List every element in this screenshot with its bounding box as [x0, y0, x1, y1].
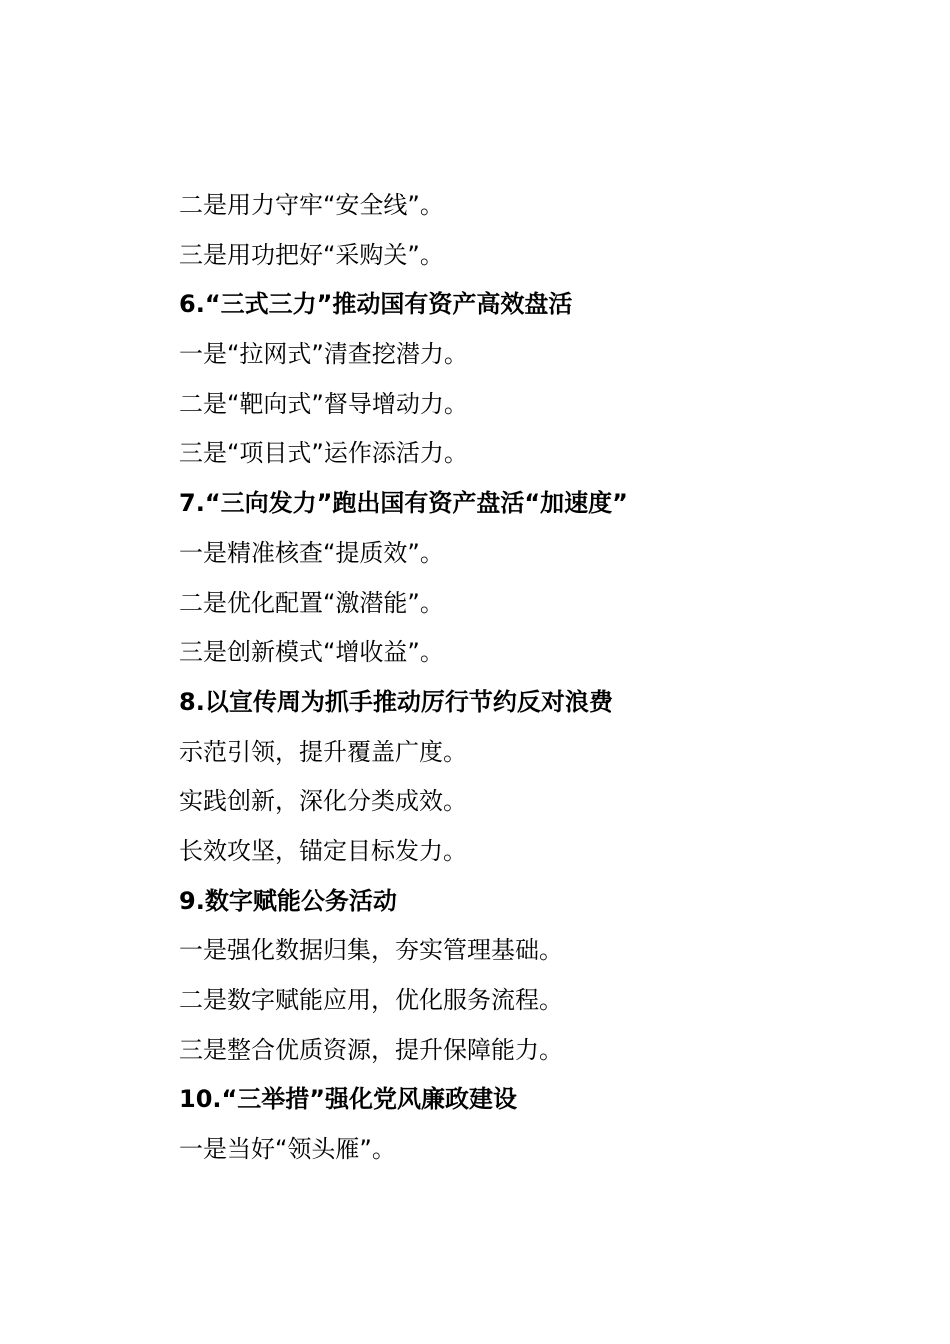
section-heading: 8.以宣传周为抓手推动厉行节约反对浪费: [179, 687, 613, 716]
section-heading: 7.“三向发力”跑出国有资产盘活“加速度”: [179, 489, 628, 518]
section-heading: 9.数字赋能公务活动: [179, 886, 397, 915]
paragraph-line: 三是创新模式“增收益”。: [179, 638, 444, 667]
section-heading: 10.“三举措”强化党风廉政建设: [179, 1085, 518, 1114]
paragraph-line: 二是优化配置“激潜能”。: [179, 588, 444, 617]
document-body: [179, 181, 879, 1175]
section-heading: 6.“三式三力”推动国有资产高效盘活: [179, 290, 573, 319]
paragraph-line: 三是“项目式”运作添活力。: [179, 439, 468, 468]
paragraph-line: 二是“靶向式”督导增动力。: [179, 389, 468, 418]
paragraph-line: 二是数字赋能应用，优化服务流程。: [179, 986, 563, 1014]
paragraph-line: 二是用力守牢“安全线”。: [179, 191, 444, 219]
paragraph-line: 长效攻坚，锚定目标发力。: [179, 836, 467, 865]
paragraph-line: 三是用功把好“采购关”。: [179, 240, 444, 269]
paragraph-line: 一是“拉网式”清查挖潜力。: [179, 340, 468, 369]
paragraph-line: 一是强化数据归集，夯实管理基础。: [179, 936, 563, 965]
paragraph-line: 三是整合优质资源，提升保障能力。: [179, 1035, 563, 1064]
paragraph-line: 实践创新，深化分类成效。: [179, 787, 467, 816]
paragraph-line: 一是精准核查“提质效”。: [179, 538, 444, 567]
paragraph-line: 一是当好“领头雁”。: [179, 1135, 396, 1164]
paragraph-line: 示范引领，提升覆盖广度。: [179, 737, 467, 766]
